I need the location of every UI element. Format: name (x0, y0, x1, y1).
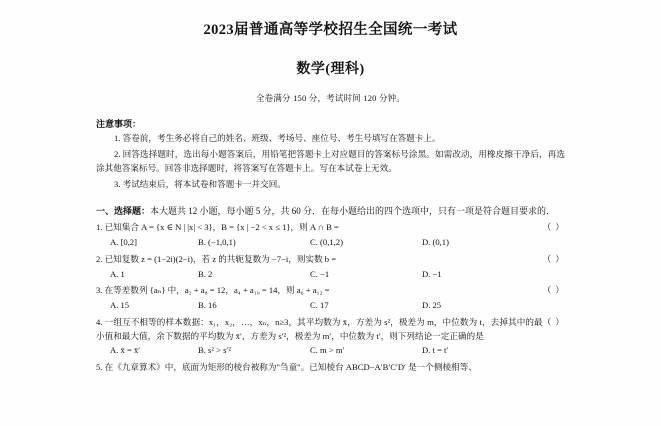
question-2-answer-paren: （ ） (542, 253, 565, 264)
option-c: C. −1 (310, 268, 330, 279)
note-item: 1. 答卷前，考生务必将自己的姓名、班级、考场号、座位号、考生号填写在答题卡上。 (114, 133, 441, 144)
question-3-stem: 在等差数列 {aₙ} 中，a₂ + a₈ = 12，a₄ + a₁₀ = 14，则 a₆ + a₁₂ = (104, 285, 330, 296)
exam-meta: 全卷满分 150 分，考试时间 120 分钟。 (255, 93, 406, 104)
section-one-text: 本大题共 12 小题，每小题 5 分，共 60 分．在每小题给出的四个选项中，只有一项是符合题目要求的． (150, 205, 556, 216)
question-2 (96, 253, 565, 267)
notes-heading: 注意事项： (96, 119, 142, 130)
question-4-number: 4. (96, 316, 103, 327)
question-5-number: 5. (96, 362, 103, 373)
question-1 (96, 221, 565, 235)
question-5-stem: 在《九章算术》中，底面为矩形的棱台被称为"刍童"。已知棱台 ABCD−A′B′C′D′ 是一个侧棱相等、 (104, 362, 477, 373)
question-5 (96, 361, 565, 375)
note-item: 3. 考试结束后，将本试卷和答题卡一并交回。 (114, 179, 286, 190)
option-a: A. 15 (110, 300, 130, 311)
note-item: 2. 回答选择题时，选出每小题答案后，用铅笔把答题卡上对应题目的答案标号涂黑。如需改动，用橡皮擦干净后，再选涂其他答案标号。回答非选择题时，将答案写在答题卡上。写在本试卷上无效。 (96, 149, 565, 174)
question-1-answer-paren: （ ） (542, 222, 565, 233)
question-4-stem: 一组互不相等的样本数据：x₁，x₂，…，xₙ，n≥3，其平均数为 x̄，方差为 s²，极差为 m，中位数为 t，去掉其中的最小值和最大值，余下数据的平均数为 x̄′，方差为 s′²，极差为 m′，中位数为 t′，则下列结论一定正确的是 (96, 316, 543, 341)
question-3-number: 3. (96, 285, 103, 296)
option-a: A. x̄ = x̄′ (110, 345, 141, 356)
question-4-answer-paren: （ ） (542, 316, 565, 327)
question-4 (96, 316, 565, 344)
question-1-options (96, 236, 565, 250)
option-b: B. 2 (198, 268, 213, 279)
option-c: C. (0,1,2) (310, 237, 343, 248)
question-2-stem: 已知复数 z = (1−2i)(2−i)，若 z 的共轭复数为 −7−i，则实数 b = (104, 253, 337, 264)
option-d: D. 25 (422, 300, 442, 311)
question-2-options (96, 268, 565, 282)
question-1-number: 1. (96, 222, 103, 233)
subject-title: 数学(理科) (296, 62, 365, 78)
question-3-options (96, 299, 565, 313)
section-one-title (96, 204, 565, 218)
option-a: A. [0,2] (110, 237, 137, 248)
option-b: B. s² > s′² (198, 345, 231, 356)
option-c: C. 17 (310, 300, 329, 311)
page-title: 2023届普通高等学校招生全国统一考试 (203, 22, 458, 38)
section-one-label: 一、选择题： (96, 205, 151, 216)
option-b: B. (−1,0,1) (198, 237, 236, 248)
question-3-answer-paren: （ ） (542, 285, 565, 296)
question-2-number: 2. (96, 253, 103, 264)
option-b: B. 16 (198, 300, 217, 311)
question-3 (96, 284, 565, 298)
question-1-stem: 已知集合 A = {x ∈ N | |x| < 3}，B = {x | −2 < x ≤ 1}，则 A ∩ B = (104, 222, 339, 233)
option-d: D. t = t′ (422, 345, 449, 356)
question-4-options (96, 344, 565, 358)
option-c: C. m > m′ (310, 345, 345, 356)
option-a: A. 1 (110, 268, 125, 279)
option-d: D. −1 (422, 268, 442, 279)
option-d: D. (0,1) (422, 237, 449, 248)
